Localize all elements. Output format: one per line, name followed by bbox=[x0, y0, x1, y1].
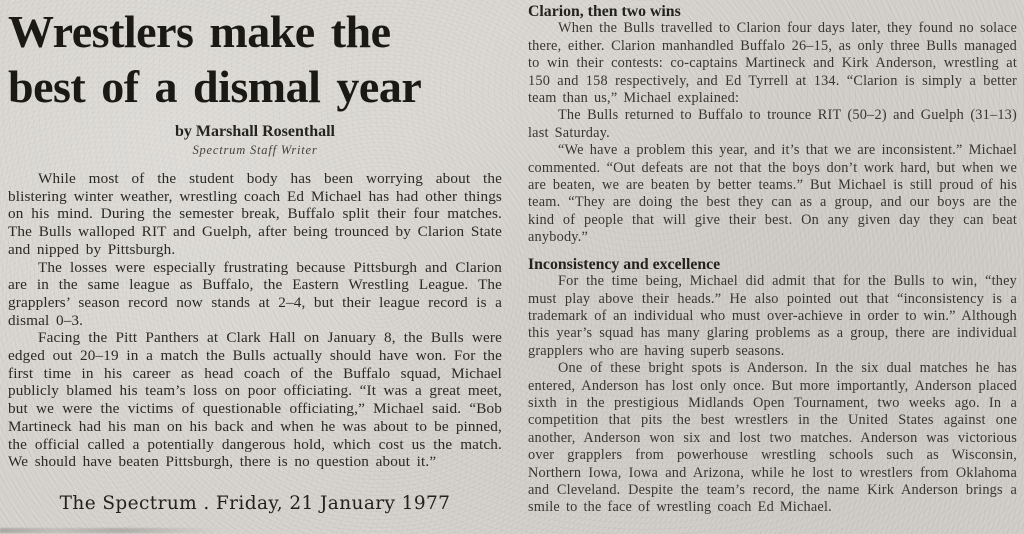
section-paragraph: One of these bright spots is Anderson. In the six dual matches he has entered, Anderson has lost only once. But more importantly, Anderson placed sixth in the prestigious Midlands Open Tournament, two weeks ago. In a competition that pits the best wrestlers in the United States against one another, Anderson won six and lost two matches. Anderson was victorious over grapplers from powerhouse wrestling schools such as Wisconsin, Northern Iowa, Iowa and Arizona, while he lost to wrestlers from Oklahoma and Cleveland. Despite the team’s record, the name Kirk Anderson brings a smile to the face of wrestling coach Ed Michael. bbox=[528, 360, 1017, 516]
byline-role: Spectrum Staff Writer bbox=[192, 143, 318, 157]
article-body bbox=[8, 170, 502, 471]
article-section bbox=[528, 3, 1017, 247]
publication-dateline: The Spectrum . Friday, 21 January 1977 bbox=[59, 492, 451, 514]
section-heading: Inconsistency and excellence bbox=[528, 255, 721, 273]
section-paragraph: When the Bulls travelled to Clarion four days later, they found no solace there, either. Clarion manhandled Buffalo 26–15, as only three Bulls managed to win their contests: co-captains Martineck and Kirk Anderson, wrestling at 150 and 158 respectively, and Ed Tyrrell at 134. “Clarion is simply a better team than us,” Michael explained: bbox=[528, 20, 1017, 107]
byline: by Marshall Rosenthall bbox=[174, 123, 335, 140]
section-paragraph: “We have a problem this year, and it’s that we are inconsistent.” Michael commented. “Out defeats are not that the boys don’t work hard, but when we are beaten, we are beaten by better teams.” But Michael is still proud of his team. “They are doing the best they can as a group, and our boys are the kind of people that will give their best. On any given day they can beat anybody.” bbox=[528, 142, 1017, 246]
article-paragraph: While most of the student body has been worrying about the blistering winter weather, wrestling coach Ed Michael has had other things on his mind. During the semester break, Buffalo split their four matches. The Bulls walloped RIT and Guelph, after being trounced by Clarion State and nipped by Pittsburgh. bbox=[8, 170, 502, 258]
right-column-article bbox=[528, 3, 1017, 517]
article-headline bbox=[8, 4, 502, 114]
section-paragraph: For the time being, Michael did admit that for the Bulls to win, “they must play above their heads.” He also pointed out that “inconsistency is a trademark of an individual who must over-achieve in order to win.” Although this year’s squad has many glaring problems as a group, there are individual grapplers who are having superb seasons. bbox=[528, 273, 1017, 359]
headline-line-2: best of a dismal year bbox=[8, 61, 422, 112]
article-paragraph: Facing the Pitt Panthers at Clark Hall on January 8, the Bulls were edged out 20–19 in a match the Bulls actually should have won. For the first time in his career as head coach of the Buffalo squad, Michael publicly blamed his team’s loss on poor officiating. “It was a great meet, but we were the victims of questionable officiating,” Michael said. “Bob Martineck had his man on his back and when he was about to be pinned, the official called a potentially dangerous hold, which cost us the match. We should have beaten Pittsburgh, there is no question about it.” bbox=[8, 329, 502, 471]
article-paragraph: The losses were especially frustrating because Pittsburgh and Clarion are in the same league as Buffalo, the Eastern Wrestling League. The grapplers’ season record now stands at 2–4, but their league record is a dismal 0–3. bbox=[8, 258, 502, 329]
scan-smudge bbox=[0, 528, 220, 533]
left-column-article bbox=[8, 4, 502, 514]
section-heading: Clarion, then two wins bbox=[528, 3, 681, 20]
section-paragraph: The Bulls returned to Buffalo to trounce RIT (50–2) and Guelph (31–13) last Saturday. bbox=[528, 107, 1017, 141]
headline-line-1: Wrestlers make the bbox=[8, 6, 391, 57]
right-column-sections bbox=[528, 3, 1017, 517]
article-section bbox=[528, 256, 1017, 517]
